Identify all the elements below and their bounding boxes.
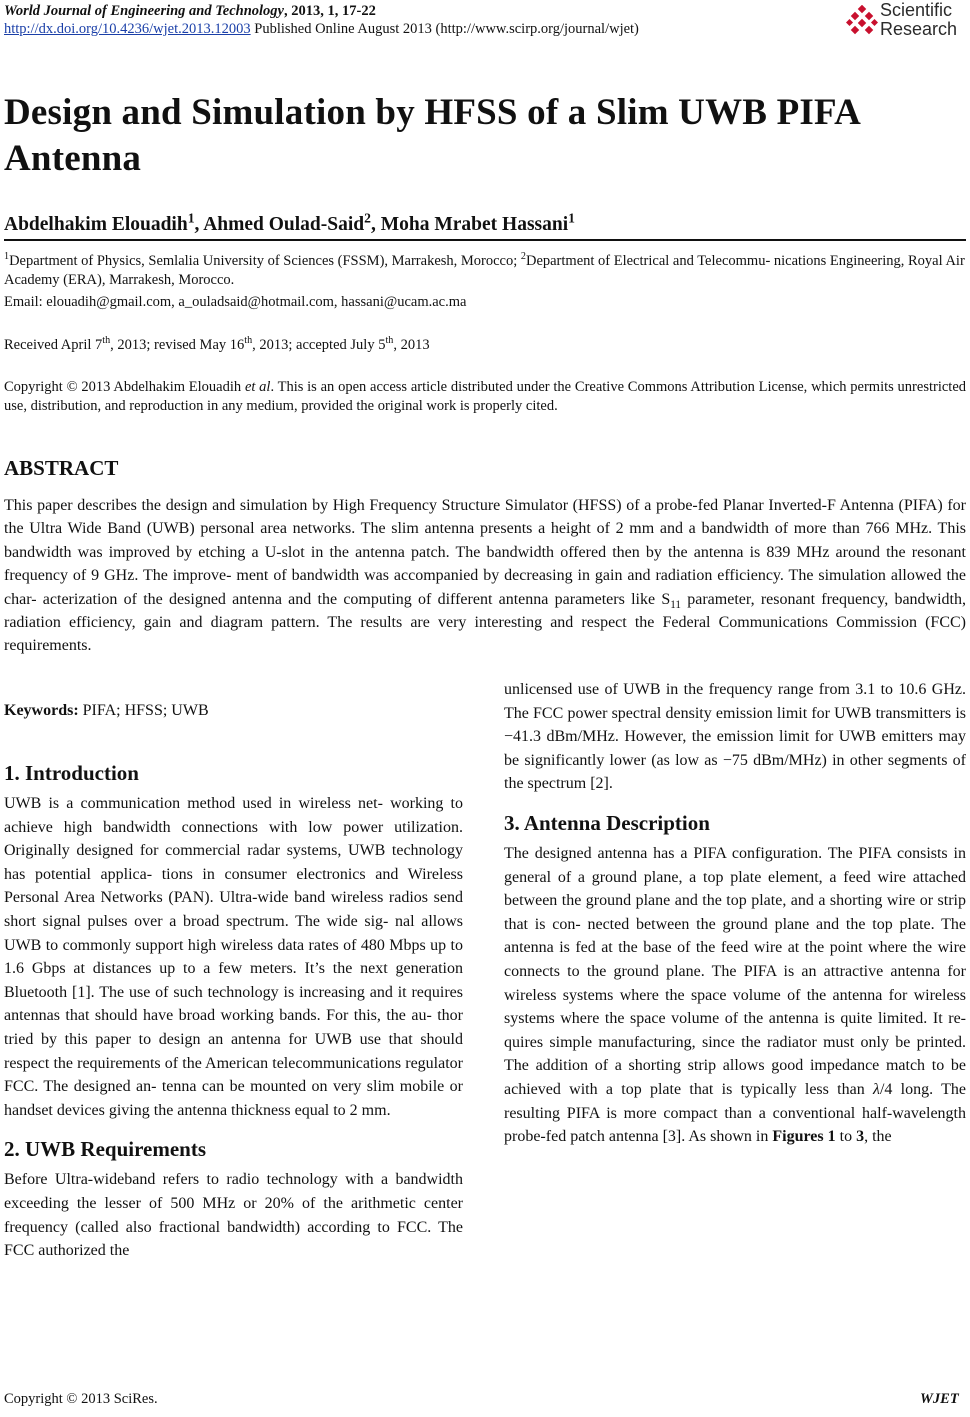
section-3-body xyxy=(504,842,966,1149)
aff-sup-1: 1 xyxy=(4,251,10,263)
author-3-sup: 1 xyxy=(568,210,575,226)
lambda-symbol: λ xyxy=(873,1080,880,1098)
aff-text-2: Department of Electrical and Telecommu- nications Engineering, Royal Air Academy (ERA), Marrakesh, Morocco. xyxy=(4,253,965,288)
paper-title: Design and Simulation by HFSS of a Slim UWB PIFA Antenna xyxy=(4,92,859,179)
author-1-sup: 1 xyxy=(187,210,195,226)
right-column xyxy=(504,678,966,1149)
received-part-3: , 2013; accepted July 5 xyxy=(252,337,386,353)
section-2-body-left: Before Ultra-wideband refers to radio technology with a bandwidth exceeding the lesser of 500 MHz or 20% of the arithmetic center frequency (called also fractional bandwidth) according to FCC. The FCC authorized the xyxy=(4,1171,463,1260)
section-2-heading: 2. UWB Requirements xyxy=(4,1137,207,1162)
keywords-text: PIFA; HFSS; UWB xyxy=(78,702,209,719)
section-3-end: , the xyxy=(864,1128,892,1146)
section-3-to: to xyxy=(835,1128,857,1146)
section-3-part-2: /4 long. The resulting PIFA is more compact than a conventional half-wavelength probe-fed patch antenna [3]. As shown in xyxy=(504,1080,966,1146)
email-line: Email: elouadih@gmail.com, a_ouladsaid@hotmail.com, hassani@ucam.ac.ma xyxy=(4,294,467,310)
figure-ref-1[interactable]: Figures 1 xyxy=(772,1128,836,1146)
abstract-heading: ABSTRACT xyxy=(4,456,119,480)
journal-volume: , 2013, 1, 17-22 xyxy=(283,3,376,19)
section-1-heading: 1. Introduction xyxy=(4,761,139,785)
author-3: , Moha Mrabet Hassani xyxy=(370,214,569,235)
section-3-part-1: The designed antenna has a PIFA configuration. The PIFA consists in general of a ground plane, a top plate element, a feed wire attached between the ground plane and the top plate, and a shorting wire or strip that is con- nected between the ground plane and the top plate. The antenna is fed at the base of the feed wire at the point where the wire connects to the ground plane. The PIFA is an attractive antenna for wireless systems where the space volume of the antenna for wireless systems where the space volume of the antenna is quite limited. It re- quires simple manufacturing, since the radiator must only be printed. The addition of a shorting strip allows good impedance match to be achieved with a top plate that is typically less than xyxy=(504,844,966,1098)
figure-ref-3[interactable]: 3 xyxy=(856,1128,865,1146)
received-part-2: , 2013; revised May 16 xyxy=(110,337,245,353)
logo-line-1: Scientific xyxy=(880,0,953,20)
copyright-part-1: Copyright © 2013 Abdelhakim Elouadih xyxy=(4,379,245,395)
affiliations xyxy=(4,252,966,290)
author-divider xyxy=(4,239,966,241)
abstract-sub: 11 xyxy=(670,598,681,611)
authors xyxy=(4,210,575,236)
keywords-label: Keywords: xyxy=(4,702,79,719)
abstract-part-1: This paper describes the design and simulation by High Frequency Structure Simulator (HFSS) of a probe-fed Planar Inverted-F Antenna (PIFA) for the Ultra Wide Band (UWB) personal area networks. The slim antenna presents a height of 2 mm and a bandwidth of more than 766 MHz. This bandwidth was improved by etching a U-slot in the antenna patch. The bandwidth offered then by the antenna is 839 MHz around the resonant frequency of 9 GHz. The improve- ment of bandwidth was accompanied by decreasing in gain and radiation efficiency. The simulation allowed the char- acterization of the designed antenna and the computing of different antenna parameters like S xyxy=(4,497,966,608)
left-column xyxy=(4,760,463,1263)
received-sup-2: th xyxy=(244,335,253,347)
journal-name: World Journal of Engineering and Technology xyxy=(4,3,284,19)
section-2-body-right: unlicensed use of UWB in the frequency range from 3.1 to 10.6 GHz. The FCC power spectral density emission limit for UWB transmitters is −41.3 dBm/MHz. However, the emission limit for UWB emitters may be significantly lower (as low as −75 dBm/MHz) in other segments of the spectrum [2]. xyxy=(504,681,966,793)
aff-text-1: Department of Physics, Semlalia University of Sciences (FSSM), Marrakesh, Morocco; xyxy=(9,253,521,269)
section-1-body: UWB is a communication method used in wireless net- working to achieve high bandwidth connections with low power utilization. Originally designed for commercial radar systems, UWB technology has potential applica- tions in consumer electronics and Wireless Personal Area Networks (PAN). Ultra-wide band wireless radios send short signal pulses over a broad spectrum. The wide sig- nal allows UWB to commonly support high wireless data rates of 480 Mbps up to 1.6 Gbps at distances up to a few meters. It’s the next generation Bluetooth [1]. The use of such technology is increasing and it requires antennas that should have broad working bands. For this, the au- thor tried by this paper to design an antenna for UWB use that should respect the requirements of the American telecommunications regulator FCC. The designed an- tenna can be mounted on very slim mobile or handset devices giving the antenna thickness equal to 2 mm. xyxy=(4,795,463,1119)
copyright-etal: et al xyxy=(244,379,271,395)
doi-link[interactable]: http://dx.doi.org/10.4236/wjet.2013.12003 xyxy=(4,21,251,37)
author-1: Abdelhakim Elouadih xyxy=(4,214,188,235)
footer-journal-abbrev: WJET xyxy=(920,1391,959,1407)
published-online: Published Online August 2013 (http://www.scirp.org/journal/wjet) xyxy=(250,21,639,37)
received-sup-3: th xyxy=(385,335,394,347)
abstract-body xyxy=(4,494,966,658)
journal-header xyxy=(4,3,376,20)
copyright-notice xyxy=(4,378,966,416)
publication-line xyxy=(4,21,639,38)
received-part-4: , 2013 xyxy=(393,337,430,353)
logo-line-2: Research xyxy=(880,19,958,39)
abstract-part-2: parameter, resonant frequency, bandwidth, radiation efficiency, gain and diagram pattern. The results are very interesting and respect the Federal Communications Commission (FCC) requirements. xyxy=(4,590,966,655)
aff-sup-2: 2 xyxy=(520,251,526,263)
logo-diamond-icon xyxy=(846,5,878,37)
footer-copyright: Copyright © 2013 SciRes. xyxy=(4,1391,158,1407)
copyright-part-2: . This is an open access article distributed under the Creative Commons Attribution License, which permits unrestricted use, distribution, and reproduction in any medium, provided the original work is properly cited. xyxy=(4,379,967,414)
scientific-research-logo xyxy=(846,1,970,43)
received-dates xyxy=(4,337,430,354)
author-2: , Ahmed Oulad-Said xyxy=(194,214,365,235)
received-sup-1: th xyxy=(102,335,111,347)
section-3-heading: 3. Antenna Description xyxy=(504,810,710,835)
keywords xyxy=(4,702,209,720)
logo-text xyxy=(880,1,957,39)
author-2-sup: 2 xyxy=(364,210,371,226)
received-part-1: Received April 7 xyxy=(4,337,103,353)
